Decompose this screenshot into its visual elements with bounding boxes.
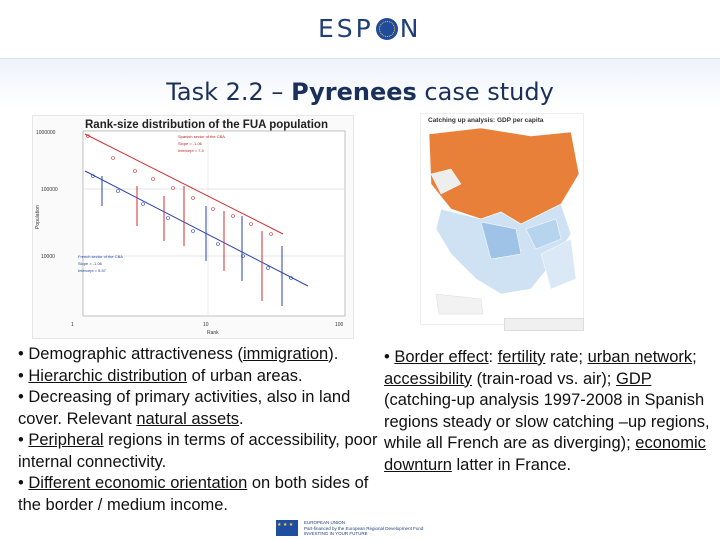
footer-text (304, 520, 464, 537)
rank-size-plot (33, 116, 353, 338)
rank-size-chart (32, 115, 354, 339)
espon-orb-icon (376, 18, 398, 40)
map-title: Catching up analysis: GDP per capita (428, 117, 544, 124)
y-tick-label: 100000 (41, 187, 58, 193)
city-label (281, 246, 283, 306)
chart-title: Rank-size distribution of the FUA population (85, 119, 328, 131)
french-legend-line: Slope = -1.06 (78, 261, 102, 266)
y-tick-label: 1000000 (36, 130, 56, 136)
underlined-term: accessibility (384, 369, 473, 388)
text-segment: : (488, 348, 498, 366)
underlined-term: urban network (587, 348, 693, 366)
bullet-paragraph (18, 344, 380, 366)
text-segment: • (18, 474, 29, 492)
underlined-term: Peripheral (28, 431, 104, 449)
bullet-paragraph (18, 387, 380, 430)
underlined-term: Border effect (394, 348, 489, 366)
text-segment: latter in France. (451, 455, 572, 474)
underlined-term: natural assets (136, 409, 240, 428)
city-label (101, 176, 103, 206)
spanish-legend-line: Intercept = 7.4 (178, 148, 204, 153)
underlined-term: immigration (242, 345, 329, 363)
header-bar (0, 0, 720, 58)
bullet-paragraph (18, 366, 380, 388)
footer-line: Part-financed by the European Regional Development Fund (304, 525, 424, 531)
text-segment: on both sides of the border / medium income. (18, 474, 369, 514)
underlined-term: GDP (615, 369, 652, 388)
spanish-legend-line: Spanish sector of the CBA (178, 134, 225, 139)
espon-logo: ESP N (318, 14, 422, 43)
text-segment: • Demographic attractiveness ( (18, 345, 243, 363)
text-segment: • (18, 431, 29, 449)
bullet-paragraph (18, 430, 380, 473)
slide-title: Task 2.2 – Pyrenees case study (166, 78, 554, 106)
text-segment: of urban areas. (187, 366, 303, 385)
city-label (205, 206, 207, 261)
underlined-term: Hierarchic distribution (28, 366, 188, 385)
text-segment: regions in terms of accessibility, poor internal connectivity. (18, 431, 378, 471)
x-tick-label: 100 (335, 322, 344, 328)
city-label (136, 186, 138, 226)
underlined-term: economic downturn (384, 434, 706, 474)
text-segment: rate; (545, 348, 588, 366)
text-segment: (train-road vs. air); (472, 369, 616, 388)
city-label (183, 186, 185, 246)
map-graphic (421, 114, 583, 324)
gdp-map (420, 113, 584, 325)
plot-area (83, 131, 345, 316)
y-axis-label: Population (35, 205, 41, 229)
city-label (241, 216, 243, 281)
map-legend-strip (504, 318, 584, 331)
text-segment: • Decreasing of primary activities, also in land cover. Relevant (18, 388, 351, 428)
right-text-column (384, 347, 714, 476)
city-label (223, 211, 225, 271)
spanish-legend-line: Slope = -1.06 (178, 141, 202, 146)
left-text-column (18, 344, 380, 516)
x-tick-label: 1 (71, 322, 74, 328)
text-segment: • (384, 348, 395, 366)
french-legend-line: French sector of the CBA (78, 254, 123, 259)
text-segment: ; (692, 348, 697, 366)
footer-line: EUROPEAN UNION (304, 520, 346, 525)
text-segment: ). (328, 345, 339, 363)
underlined-term: fertility (497, 348, 546, 366)
footer-line: INVESTING IN YOUR FUTURE (304, 531, 368, 536)
text-segment: (catching-up analysis 1997-2008 in Spanish regions steady or slow catching –up regions, while all French are as diverging); (384, 391, 710, 452)
x-tick-label: 10 (203, 322, 209, 328)
bullet-paragraph (384, 347, 714, 476)
eu-flag-icon (276, 520, 298, 536)
french-legend-line: Intercept = 5.57 (78, 268, 106, 273)
y-tick-label: 10000 (41, 254, 55, 260)
text-segment: . (239, 409, 244, 428)
city-label (163, 196, 165, 241)
bullet-paragraph (18, 473, 380, 516)
city-label (261, 231, 263, 301)
x-axis-label: Rank (207, 330, 219, 336)
underlined-term: Different economic orientation (28, 474, 248, 492)
text-segment: • (18, 366, 29, 385)
